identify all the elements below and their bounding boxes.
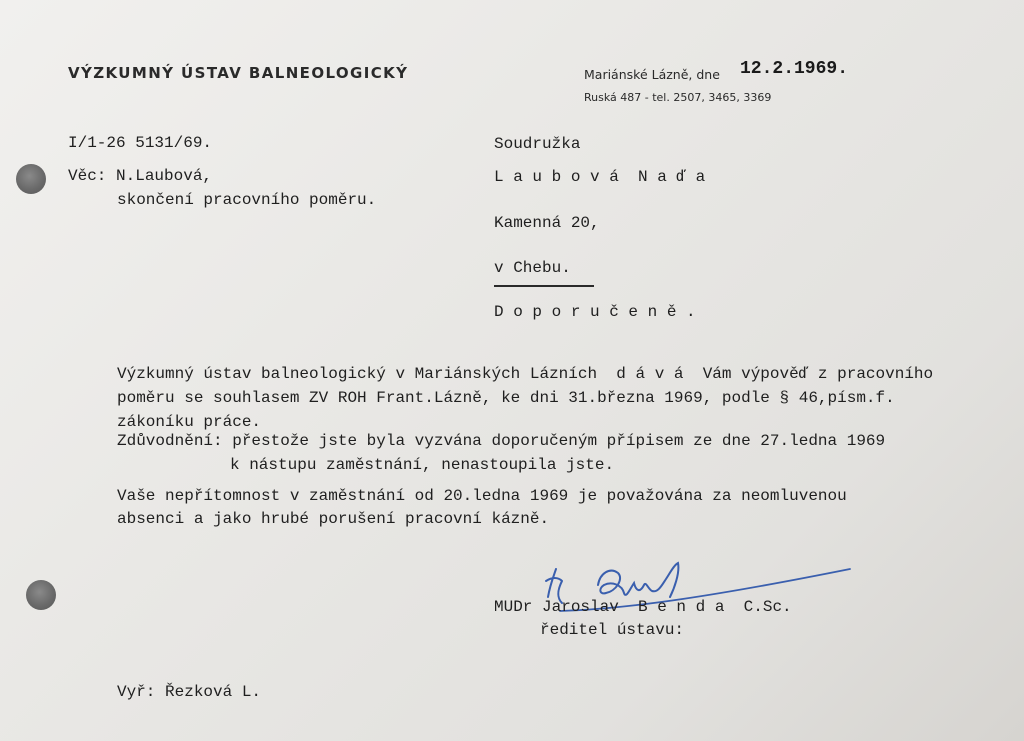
recipient-street: Kamenná 20, [494,214,600,232]
signatory-name: MUDr Jaroslav B e n d a C.Sc. [494,598,792,616]
punch-hole-top [16,164,46,194]
body-paragraph-1-line-3: zákoníku práce. [117,413,262,431]
processed-by: Vyř: Řezková L. [117,683,262,701]
body-reason-line-1: Zdůvodnění: přestože jste byla vyzvána doporučeným přípisem ze dne 27.ledna 1969 [117,432,886,450]
punch-hole-bottom [26,580,56,610]
institute-address: Ruská 487 - tel. 2507, 3465, 3369 [584,91,772,104]
body-paragraph-3-line-2: absenci a jako hrubé porušení pracovní kázně. [117,510,550,528]
signatory-title: ředitel ústavu: [540,621,685,639]
place-prefix: Mariánské Lázně, dne [584,67,720,82]
body-paragraph-3-line-1: Vaše nepřítomnost v zaměstnání od 20.ledna 1969 je považována za neomluvenou [117,487,847,505]
recipient-salutation: Soudružka [494,135,581,153]
institute-name: VÝZKUMNÝ ÚSTAV BALNEOLOGICKÝ [68,64,409,82]
city-underline [494,285,594,287]
reference-number: I/1-26 5131/69. [68,134,213,152]
recipient-city: v Chebu. [494,259,571,277]
body-paragraph-1-line-1: Výzkumný ústav balneologický v Mariánských Lázních d á v á Vám výpověď z pracovního [117,365,934,383]
body-reason-line-2: k nástupu zaměstnání, nenastoupila jste. [230,456,615,474]
delivery-note: D o p o r u č e n ě . [494,303,696,321]
letter-date: 12.2.1969. [740,59,849,79]
recipient-name: L a u b o v á N a ď a [494,168,706,186]
subject-line-2: skončení pracovního poměru. [117,191,377,209]
body-paragraph-1-line-2: poměru se souhlasem ZV ROH Frant.Lázně, ke dni 31.března 1969, podle § 46,písm.f. [117,389,895,407]
subject-line-1: Věc: N.Laubová, [68,167,213,185]
